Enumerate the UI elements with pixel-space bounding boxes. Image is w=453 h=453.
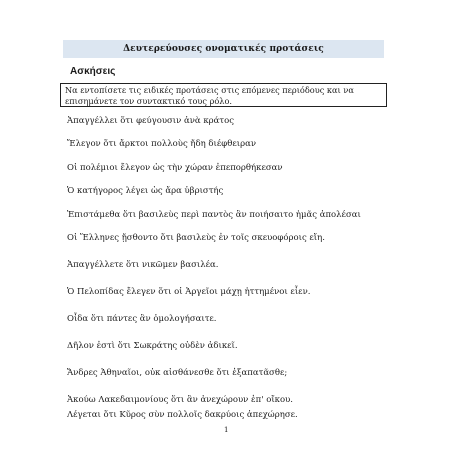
sentence-11: Ἄνδρες Ἀθηναῖοι, οὐκ αἰσθάνεσθε ὅτι ἐξαπατᾶσθε;	[67, 368, 288, 378]
sentence-7: Ἀπαγγέλλετε ὅτι νικῶμεν βασιλέα.	[67, 260, 219, 270]
sentence-9: Οἶδα ὅτι πάντες ἂν ὁμολογήσαιτε.	[67, 314, 217, 324]
sentence-10: Δῆλον ἐστὶ ὅτι Σωκράτης οὐδὲν ἀδικεῖ.	[67, 341, 238, 351]
sentence-8: Ὁ Πελοπίδας ἔλεγεν ὅτι οἱ Ἀργεῖοι μάχῃ ἡττημένοι εἶεν.	[67, 287, 311, 297]
sentence-2: Ἔλεγον ὅτι ἄρκτοι πολλοὺς ἤδη διέφθειραν	[67, 139, 256, 149]
sentence-3: Οἱ πολέμιοι ἔλεγον ὡς τὴν χώραν ἐπεπορθήκεσαν	[67, 163, 283, 173]
sentence-4: Ὁ κατήγορος λέγει ὡς ἄρα ὑβριστής	[67, 186, 224, 196]
section-subtitle: Ασκήσεις	[70, 66, 116, 77]
page-number: 1	[224, 426, 229, 434]
sentence-5: Ἐπιστάμεθα ὅτι βασιλεὺς περὶ παντὸς ἂν ποιήσαιτο ἡμᾶς ἀπολέσαι	[67, 210, 361, 220]
sentence-12: Ἀκούω Λακεδαιμονίους ὅτι ἂν ἀνεχώρουν ἐπ' οἴκου.	[67, 395, 293, 405]
sentence-6: Οἱ Ἕλληνες ᾔσθοντο ὅτι βασιλεὺς ἐν τοῖς σκευοφόροις εἴη.	[67, 233, 325, 243]
document-title: Δευτερεύουσες ονοματικές προτάσεις	[63, 40, 384, 58]
sentence-13: Λέγεται ὅτι Κῦρος σὺν πολλοῖς δακρύοις ἀπεχώρησε.	[67, 410, 298, 420]
sentence-1: Ἀπαγγέλλει ὅτι φεύγουσιν ἀνὰ κράτος	[67, 116, 234, 126]
instruction-box: Να εντοπίσετε τις ειδικές προτάσεις στις επόμενες περιόδους και να επισημάνετε τον συντακτικό τους ρόλο.	[60, 83, 387, 107]
